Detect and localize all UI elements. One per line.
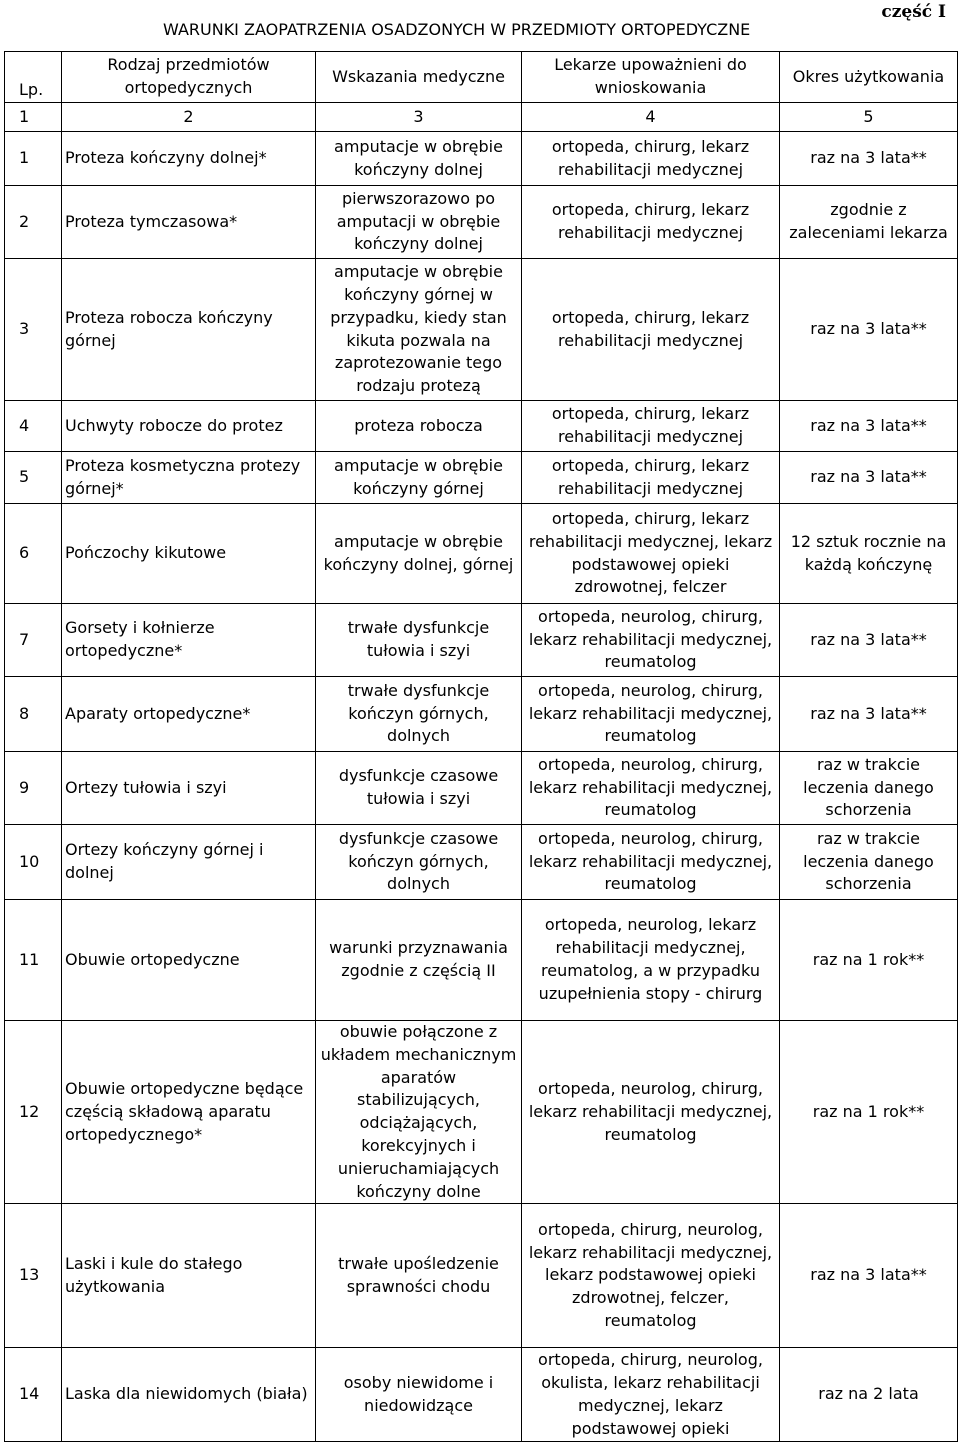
- column-number: 3: [316, 103, 522, 132]
- row-period: raz na 3 lata**: [780, 604, 958, 677]
- orthopedic-items-table: [4, 51, 958, 1442]
- row-item: Obuwie ortopedyczne: [62, 900, 316, 1021]
- row-doctors: ortopeda, neurolog, chirurg, lekarz rehabilitacji medycznej, reumatolog: [522, 677, 780, 752]
- row-doctors: ortopeda, neurolog, chirurg, lekarz rehabilitacji medycznej, reumatolog: [522, 825, 780, 900]
- row-doctors: ortopeda, chirurg, neurolog, okulista, lekarz rehabilitacji medycznej, lekarz podstawowej opieki: [522, 1348, 780, 1442]
- row-indications: dysfunkcje czasowe tułowia i szyi: [316, 752, 522, 825]
- table-row: [5, 752, 958, 825]
- row-indications: amputacje w obrębie kończyny górnej w przypadku, kiedy stan kikuta pozwala na zaprotezowanie tego rodzaju protezą: [316, 259, 522, 401]
- table-row: [5, 401, 958, 452]
- row-period: raz na 3 lata**: [780, 401, 958, 452]
- header-period: Okres użytkowania: [780, 52, 958, 103]
- row-doctors: ortopeda, chirurg, lekarz rehabilitacji medycznej: [522, 132, 780, 186]
- document-title: WARUNKI ZAOPATRZENIA OSADZONYCH W PRZEDMIOTY ORTOPEDYCZNE: [163, 20, 751, 39]
- row-period: raz na 3 lata**: [780, 259, 958, 401]
- row-indications: amputacje w obrębie kończyny dolnej, górnej: [316, 504, 522, 604]
- row-doctors: ortopeda, chirurg, lekarz rehabilitacji medycznej: [522, 259, 780, 401]
- row-lp: 7: [5, 604, 62, 677]
- row-lp: 6: [5, 504, 62, 604]
- row-lp: 1: [5, 132, 62, 186]
- header-indications: Wskazania medyczne: [316, 52, 522, 103]
- row-period: 12 sztuk rocznie na każdą kończynę: [780, 504, 958, 604]
- header-item: Rodzaj przedmiotów ortopedycznych: [62, 52, 316, 103]
- column-number: 2: [62, 103, 316, 132]
- row-doctors: ortopeda, neurolog, chirurg, lekarz rehabilitacji medycznej, reumatolog: [522, 752, 780, 825]
- row-item: Proteza kosmetyczna protezy górnej*: [62, 452, 316, 504]
- row-item: Proteza tymczasowa*: [62, 186, 316, 259]
- table-row: [5, 452, 958, 504]
- row-period: raz na 1 rok**: [780, 1021, 958, 1204]
- row-period: raz na 3 lata**: [780, 452, 958, 504]
- row-item: Aparaty ortopedyczne*: [62, 677, 316, 752]
- row-period: raz na 3 lata**: [780, 132, 958, 186]
- column-number: 4: [522, 103, 780, 132]
- row-period: raz w trakcie leczenia danego schorzenia: [780, 825, 958, 900]
- table-header-row: [5, 52, 958, 103]
- row-doctors: ortopeda, chirurg, lekarz rehabilitacji medycznej: [522, 452, 780, 504]
- table-row: [5, 825, 958, 900]
- row-indications: trwałe dysfunkcje tułowia i szyi: [316, 604, 522, 677]
- row-indications: proteza robocza: [316, 401, 522, 452]
- table-row: [5, 186, 958, 259]
- table-row: [5, 1204, 958, 1348]
- row-doctors: ortopeda, neurolog, chirurg, lekarz rehabilitacji medycznej, reumatolog: [522, 604, 780, 677]
- row-period: raz w trakcie leczenia danego schorzenia: [780, 752, 958, 825]
- row-doctors: ortopeda, neurolog, lekarz rehabilitacji medycznej, reumatolog, a w przypadku uzupełnienia stopy - chirurg: [522, 900, 780, 1021]
- table-row: [5, 1348, 958, 1442]
- row-item: Uchwyty robocze do protez: [62, 401, 316, 452]
- row-item: Proteza kończyny dolnej*: [62, 132, 316, 186]
- header-lp: Lp.: [5, 52, 62, 103]
- row-period: raz na 1 rok**: [780, 900, 958, 1021]
- row-item: Gorsety i kołnierze ortopedyczne*: [62, 604, 316, 677]
- table-row: [5, 604, 958, 677]
- row-doctors: ortopeda, chirurg, lekarz rehabilitacji medycznej, lekarz podstawowej opieki zdrowotnej, felczer: [522, 504, 780, 604]
- document-part-label: część I: [881, 2, 946, 22]
- row-indications: osoby niewidome i niedowidzące: [316, 1348, 522, 1442]
- column-numbers-row: [5, 103, 958, 132]
- row-lp: 2: [5, 186, 62, 259]
- row-item: Obuwie ortopedyczne będące częścią składową aparatu ortopedycznego*: [62, 1021, 316, 1204]
- row-period: raz na 3 lata**: [780, 1204, 958, 1348]
- row-lp: 5: [5, 452, 62, 504]
- table-row: [5, 900, 958, 1021]
- row-lp: 12: [5, 1021, 62, 1204]
- row-item: Proteza robocza kończyny górnej: [62, 259, 316, 401]
- table-row: [5, 1021, 958, 1204]
- row-lp: 14: [5, 1348, 62, 1442]
- row-lp: 3: [5, 259, 62, 401]
- row-indications: obuwie połączone z układem mechanicznym aparatów stabilizujących, odciążających, korekcyjnych i unieruchamiających kończyny dolne: [316, 1021, 522, 1204]
- row-doctors: ortopeda, neurolog, chirurg, lekarz rehabilitacji medycznej, reumatolog: [522, 1021, 780, 1204]
- column-number: 5: [780, 103, 958, 132]
- row-indications: pierwszorazowo po amputacji w obrębie kończyny dolnej: [316, 186, 522, 259]
- row-lp: 9: [5, 752, 62, 825]
- table-row: [5, 504, 958, 604]
- row-period: raz na 2 lata: [780, 1348, 958, 1442]
- row-lp: 11: [5, 900, 62, 1021]
- row-doctors: ortopeda, chirurg, lekarz rehabilitacji medycznej: [522, 401, 780, 452]
- row-lp: 4: [5, 401, 62, 452]
- row-item: Laska dla niewidomych (biała): [62, 1348, 316, 1442]
- table-row: [5, 259, 958, 401]
- table-row: [5, 132, 958, 186]
- row-indications: amputacje w obrębie kończyny górnej: [316, 452, 522, 504]
- row-item: Ortezy tułowia i szyi: [62, 752, 316, 825]
- row-indications: amputacje w obrębie kończyny dolnej: [316, 132, 522, 186]
- row-item: Ortezy kończyny górnej i dolnej: [62, 825, 316, 900]
- row-lp: 8: [5, 677, 62, 752]
- row-period: raz na 3 lata**: [780, 677, 958, 752]
- row-item: Pończochy kikutowe: [62, 504, 316, 604]
- row-doctors: ortopeda, chirurg, neurolog, lekarz rehabilitacji medycznej, lekarz podstawowej opieki zdrowotnej, felczer, reumatolog: [522, 1204, 780, 1348]
- row-period: zgodnie z zaleceniami lekarza: [780, 186, 958, 259]
- row-item: Laski i kule do stałego użytkowania: [62, 1204, 316, 1348]
- row-indications: dysfunkcje czasowe kończyn górnych, dolnych: [316, 825, 522, 900]
- row-lp: 13: [5, 1204, 62, 1348]
- header-doctors: Lekarze upoważnieni do wnioskowania: [522, 52, 780, 103]
- row-indications: warunki przyznawania zgodnie z częścią II: [316, 900, 522, 1021]
- table-row: [5, 677, 958, 752]
- row-indications: trwałe dysfunkcje kończyn górnych, dolnych: [316, 677, 522, 752]
- row-doctors: ortopeda, chirurg, lekarz rehabilitacji medycznej: [522, 186, 780, 259]
- row-indications: trwałe upośledzenie sprawności chodu: [316, 1204, 522, 1348]
- row-lp: 10: [5, 825, 62, 900]
- column-number: 1: [5, 103, 62, 132]
